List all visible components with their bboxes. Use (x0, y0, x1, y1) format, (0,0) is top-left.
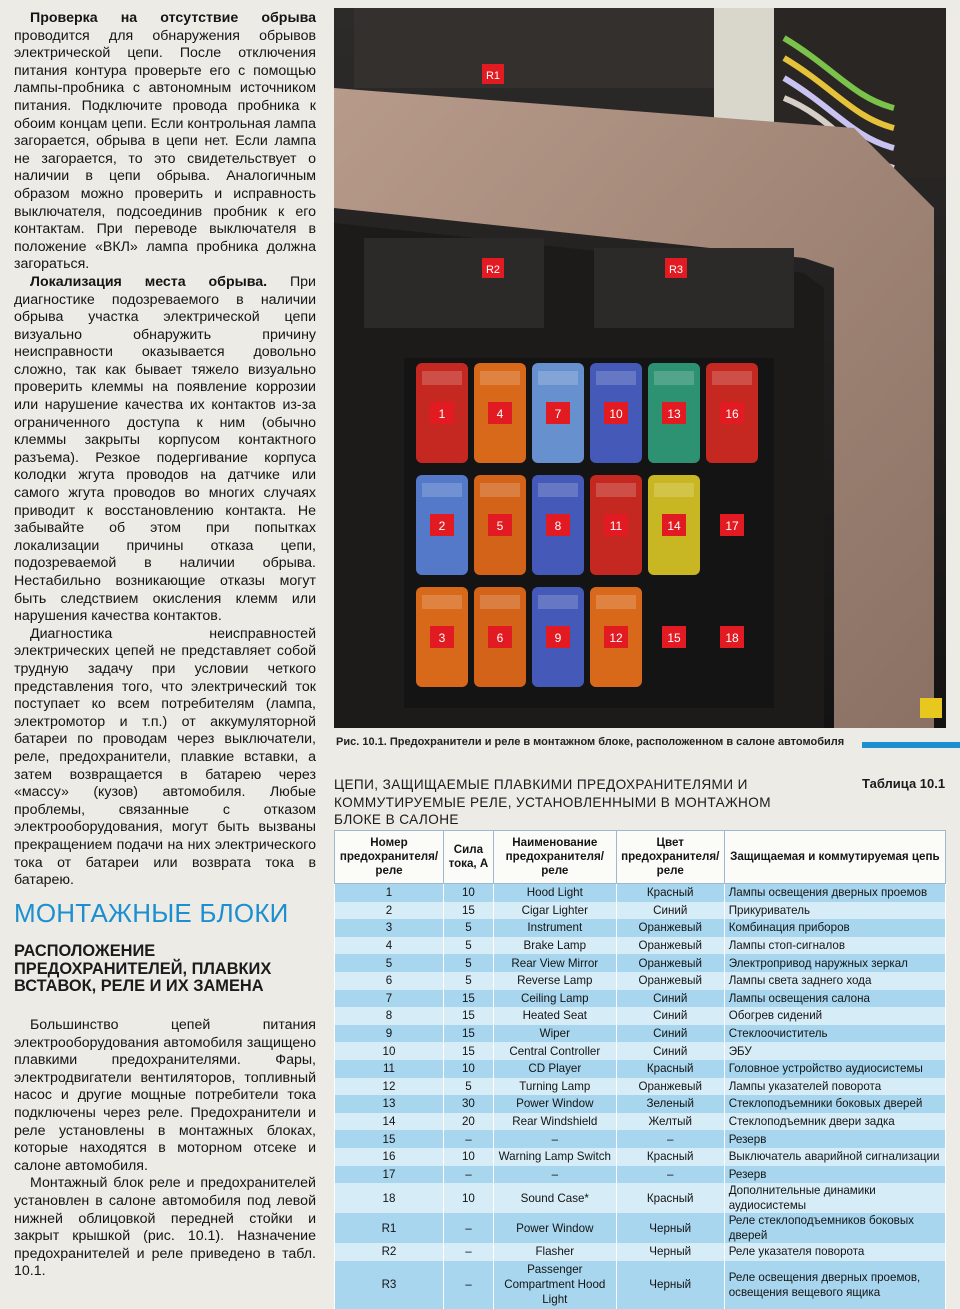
fuse-highlight (480, 371, 520, 385)
figure-caption: Рис. 10.1. Предохранители и реле в монтажном блоке, расположенном в салоне автомобиля (336, 736, 845, 748)
paragraph-break-localization (14, 274, 316, 626)
table-cell: ЭБУ (724, 1042, 945, 1060)
table-row (335, 937, 946, 955)
table-cell: Brake Lamp (493, 937, 616, 955)
table-cell: Лампы указателей поворота (724, 1078, 945, 1096)
fuse-highlight (422, 371, 462, 385)
paragraph-fuses-intro: Большинство цепей питания электрооборудования автомобиля защищено плавкими предохранителями. Фары, электродвигатели вентиляторов, топливный насос и другие мощные потребители тока подключены через реле. Предохранители и реле установлены в монтажных блоках, которые находятся в моторном отсеке и салоне автомобиля. (14, 1017, 316, 1174)
fuse-number: 18 (725, 631, 739, 645)
left-column (14, 10, 316, 890)
section-title: МОНТАЖНЫЕ БЛОКИ (14, 898, 289, 928)
lower-text (14, 1017, 316, 1281)
paragraph-lead: Проверка на отсутствие обрыва (30, 10, 316, 26)
fuse-highlight (538, 483, 578, 497)
table-cell: Wiper (493, 1025, 616, 1043)
table-cell: Черный (616, 1261, 724, 1309)
table-cell: 14 (335, 1113, 444, 1131)
table-cell: 18 (335, 1183, 444, 1213)
table-cell: 15 (335, 1130, 444, 1148)
fuse-number: 4 (496, 407, 504, 421)
table-cell: Оранжевый (616, 1078, 724, 1096)
fuse-box-illustration (334, 8, 946, 728)
fuse-number: 14 (667, 519, 681, 533)
table-cell: Warning Lamp Switch (493, 1148, 616, 1166)
table-row (335, 1095, 946, 1113)
table-cell: 20 (443, 1113, 493, 1131)
table-row (335, 1078, 946, 1096)
table-cell: 2 (335, 902, 444, 920)
table-cell: Лампы света заднего хода (724, 972, 945, 990)
table-cell: – (493, 1166, 616, 1184)
table-cell: Rear View Mirror (493, 954, 616, 972)
fuse-highlight (596, 483, 636, 497)
paragraph-lead: Локализация места обрыва. (30, 273, 268, 290)
fuse-highlight (480, 595, 520, 609)
column-header: Цвет предохранителя/ реле (616, 831, 724, 884)
table-cell: 5 (443, 937, 493, 955)
table-cell: Rear Windshield (493, 1113, 616, 1131)
table-cell: Flasher (493, 1243, 616, 1261)
fuse-number: 3 (438, 631, 446, 645)
fuse-highlight (538, 371, 578, 385)
table-cell: 13 (335, 1095, 444, 1113)
table-cell: 7 (335, 990, 444, 1008)
table-cell: 16 (335, 1148, 444, 1166)
table-cell: Passenger Compartment Hood Light (493, 1261, 616, 1309)
table-number: Таблица 10.1 (862, 776, 946, 791)
table-row (335, 902, 946, 920)
table-cell: – (443, 1166, 493, 1184)
table-cell: 11 (335, 1060, 444, 1078)
table-cell: Оранжевый (616, 919, 724, 937)
table-cell: Hood Light (493, 884, 616, 902)
fuse-highlight (596, 371, 636, 385)
table-cell: Реле указателя поворота (724, 1243, 945, 1261)
fuse-number: 10 (609, 407, 623, 421)
fuse-highlight (538, 595, 578, 609)
table-row (335, 884, 946, 902)
paragraph-open-circuit-check (14, 10, 316, 274)
table-cell: Красный (616, 884, 724, 902)
table-cell: 15 (443, 1007, 493, 1025)
table-row (335, 954, 946, 972)
fuse-number: 11 (609, 519, 623, 533)
table-cell: 17 (335, 1166, 444, 1184)
fuse-highlight (422, 483, 462, 497)
table-cell: Синий (616, 1007, 724, 1025)
table-cell: Power Window (493, 1095, 616, 1113)
fuse-box-photo (334, 8, 946, 728)
table-row (335, 1007, 946, 1025)
column-header: Наименование предохранителя/ реле (493, 831, 616, 884)
table-cell: 5 (443, 1078, 493, 1096)
table-cell: Instrument (493, 919, 616, 937)
table-cell: Лампы освещения салона (724, 990, 945, 1008)
table-row (335, 972, 946, 990)
table-cell: Оранжевый (616, 972, 724, 990)
table-row (335, 1130, 946, 1148)
table-row (335, 1183, 946, 1213)
table-cell: 4 (335, 937, 444, 955)
table-cell: 1 (335, 884, 444, 902)
table-cell: 30 (443, 1095, 493, 1113)
table-cell: Синий (616, 1025, 724, 1043)
table-cell: Резерв (724, 1166, 945, 1184)
table-cell: Резерв (724, 1130, 945, 1148)
table-cell: Синий (616, 902, 724, 920)
table-cell: Электропривод наружных зеркал (724, 954, 945, 972)
table-cell: 9 (335, 1025, 444, 1043)
fuse-number: 15 (667, 631, 681, 645)
table-cell: Оранжевый (616, 937, 724, 955)
table-cell: Лампы освещения дверных проемов (724, 884, 945, 902)
table-cell: Черный (616, 1213, 724, 1243)
table-cell: Реле стеклоподъемников боковых дверей (724, 1213, 945, 1243)
table-cell: 3 (335, 919, 444, 937)
fuse-highlight (712, 371, 752, 385)
fuse-number: 7 (554, 407, 562, 421)
table-cell: 5 (335, 954, 444, 972)
table-cell: 5 (443, 954, 493, 972)
table-cell: Sound Case* (493, 1183, 616, 1213)
table-cell: Синий (616, 1042, 724, 1060)
relay-label-text: R3 (668, 264, 684, 276)
table-cell: 10 (443, 1148, 493, 1166)
table-row (335, 1113, 946, 1131)
table-cell: R3 (335, 1261, 444, 1309)
fuse-number: 13 (667, 407, 681, 421)
table-cell: Оранжевый (616, 954, 724, 972)
table-cell: Красный (616, 1148, 724, 1166)
table-cell: Дополнительные динамики аудиосистемы (724, 1183, 945, 1213)
paragraph-diagnostics: Диагностика неисправностей электрических цепей не представляет собой трудную задачу при условии четкого представления того, что электрический ток поступает ко всем потребителям (лампа, электромотор и т.п.) от аккумуляторной батареи по проводам через выключатели, реле, предохранители, плавкие вставки, а затем возвращается в батарею через «массу» (кузов) автомобиля. Любые проблемы, связанные с отказом электрооборудования, могут быть вызваны прекращением подачи на них электрического тока от батареи или возврата тока в батарею. (14, 625, 316, 889)
table-cell: Красный (616, 1060, 724, 1078)
table-cell: Central Controller (493, 1042, 616, 1060)
table-cell: R2 (335, 1243, 444, 1261)
table-cell: Комбинация приборов (724, 919, 945, 937)
table-cell: 5 (443, 972, 493, 990)
fuse-number: 9 (554, 631, 562, 645)
fuse-number: 5 (496, 519, 504, 533)
table-cell: Черный (616, 1243, 724, 1261)
fuse-number: 16 (725, 407, 739, 421)
table-cell: Обогрев сидений (724, 1007, 945, 1025)
table-cell: 15 (443, 902, 493, 920)
warning-triangle-icon (920, 698, 942, 718)
paragraph-mounting-block: Монтажный блок реле и предохранителей установлен в салоне автомобиля под левой нижней облицовкой передней стойки и закрыт крышкой (рис. 10.1). Назначение предохранителей и реле приведено в табл. 10.1. (14, 1175, 316, 1280)
fuse-highlight (654, 483, 694, 497)
table-cell: – (443, 1261, 493, 1309)
table-row (335, 1166, 946, 1184)
table-body (335, 884, 946, 1309)
fuse-highlight (480, 483, 520, 497)
table-cell: – (616, 1166, 724, 1184)
table-cell: Реле освещения дверных проемов, освещения вещевого ящика (724, 1261, 945, 1309)
fuse-table (334, 830, 946, 1309)
fuse-number: 6 (496, 631, 504, 645)
fuse-highlight (422, 595, 462, 609)
table-cell: CD Player (493, 1060, 616, 1078)
table-row (335, 1243, 946, 1261)
table-cell: – (493, 1130, 616, 1148)
table-cell: Heated Seat (493, 1007, 616, 1025)
table-row (335, 1060, 946, 1078)
table-title: ЦЕПИ, ЗАЩИЩАЕМЫЕ ПЛАВКИМИ ПРЕДОХРАНИТЕЛЯМИ И КОММУТИРУЕМЫЕ РЕЛЕ, УСТАНОВЛЕННЫМИ В МОНТАЖНОМ БЛОКЕ В САЛОНЕ (334, 777, 771, 827)
table-cell: 6 (335, 972, 444, 990)
table-cell: 15 (443, 990, 493, 1008)
table-header-row (335, 831, 946, 884)
table-row (335, 1025, 946, 1043)
table-cell: Power Window (493, 1213, 616, 1243)
fuse-number: 1 (438, 407, 446, 421)
table-cell: Красный (616, 1183, 724, 1213)
relay-label-text: R2 (485, 264, 501, 276)
table-cell: Стеклоподъемник двери задка (724, 1113, 945, 1131)
fuse-number: 8 (554, 519, 562, 533)
table-cell: Лампы стоп-сигналов (724, 937, 945, 955)
table-cell: 5 (443, 919, 493, 937)
table-cell: – (443, 1130, 493, 1148)
table-cell: Cigar Lighter (493, 902, 616, 920)
table-cell: Выключатель аварийной сигнализации (724, 1148, 945, 1166)
table-row (335, 1148, 946, 1166)
column-header: Сила тока, А (443, 831, 493, 884)
fuse-highlight (596, 595, 636, 609)
fuse-number: 2 (438, 519, 446, 533)
column-header: Защищаемая и коммутируемая цепь (724, 831, 945, 884)
table-cell: Turning Lamp (493, 1078, 616, 1096)
caption-rule (862, 742, 960, 748)
table-cell: Стеклоочиститель (724, 1025, 945, 1043)
table-cell: Стеклоподъемники боковых дверей (724, 1095, 945, 1113)
table-cell: 15 (443, 1042, 493, 1060)
table-row (335, 990, 946, 1008)
table-cell: – (443, 1243, 493, 1261)
table-cell: Головное устройство аудиосистемы (724, 1060, 945, 1078)
relay-label-text: R1 (485, 70, 501, 82)
fuse-highlight (654, 371, 694, 385)
table-cell: Прикуриватель (724, 902, 945, 920)
fuse-number: 12 (609, 631, 623, 645)
table-cell: 10 (443, 884, 493, 902)
fuse-number: 17 (725, 519, 739, 533)
table-cell: 10 (443, 1060, 493, 1078)
table-cell: – (616, 1130, 724, 1148)
table-row (335, 1213, 946, 1243)
paragraph-body: При диагностике подозреваемого в наличии обрыва участка электрической цепи визуально обнаружить причину неисправности оказывается довольно сложно, так как бывает тяжело визуально проверить клеммы на появление коррозии или нарушение качества их контактов из-за ограниченного доступа к ним (обычно клеммы закрыты корпусом контактного разъема). Резкое подергивание корпуса колодки жгута проводов на датчике или самого жгута проводов во многих случаях приводит к восстановлению контакта. Не забывайте об этом при попытках локализации причины отказа цепи, подозреваемой в наличии обрыва. Нестабильно возникающие отказы могут быть следствием окисления клемм или нарушения качества контактов. (14, 273, 316, 625)
paragraph-body: проводится для обнаружения обрывов электрической цепи. После отключения питания контура проверьте его с помощью лампы-пробника с автономным источником питания. Подключите провода пробника к обоим концам цепи. Если контрольная лампа загорается, обрыва в цепи нет. Если лампа не загорается, то это свидетельствует о наличии в цепи обрыва. Аналогичным образом можно проверить и исправность выключателя, подсоединив пробник к его контактам. При переводе выключателя в положение «ВКЛ» лампа пробника должна загораться. (14, 27, 316, 273)
table-cell: Зеленый (616, 1095, 724, 1113)
column-header: Номер предохранителя/ реле (335, 831, 444, 884)
table-cell: 10 (443, 1183, 493, 1213)
table-cell: 15 (443, 1025, 493, 1043)
table-cell: Ceiling Lamp (493, 990, 616, 1008)
subsection-title: РАСПОЛОЖЕНИЕ ПРЕДОХРАНИТЕЛЕЙ, ПЛАВКИХ ВСТАВОК, РЕЛЕ И ИХ ЗАМЕНА (14, 942, 272, 995)
table-row (335, 1042, 946, 1060)
table-cell: 10 (335, 1042, 444, 1060)
table-cell: – (443, 1213, 493, 1243)
table-cell: 8 (335, 1007, 444, 1025)
table-row (335, 1261, 946, 1309)
table-cell: Reverse Lamp (493, 972, 616, 990)
table-cell: Желтый (616, 1113, 724, 1131)
table-cell: 12 (335, 1078, 444, 1096)
table-cell: Синий (616, 990, 724, 1008)
table-row (335, 919, 946, 937)
table-cell: R1 (335, 1213, 444, 1243)
